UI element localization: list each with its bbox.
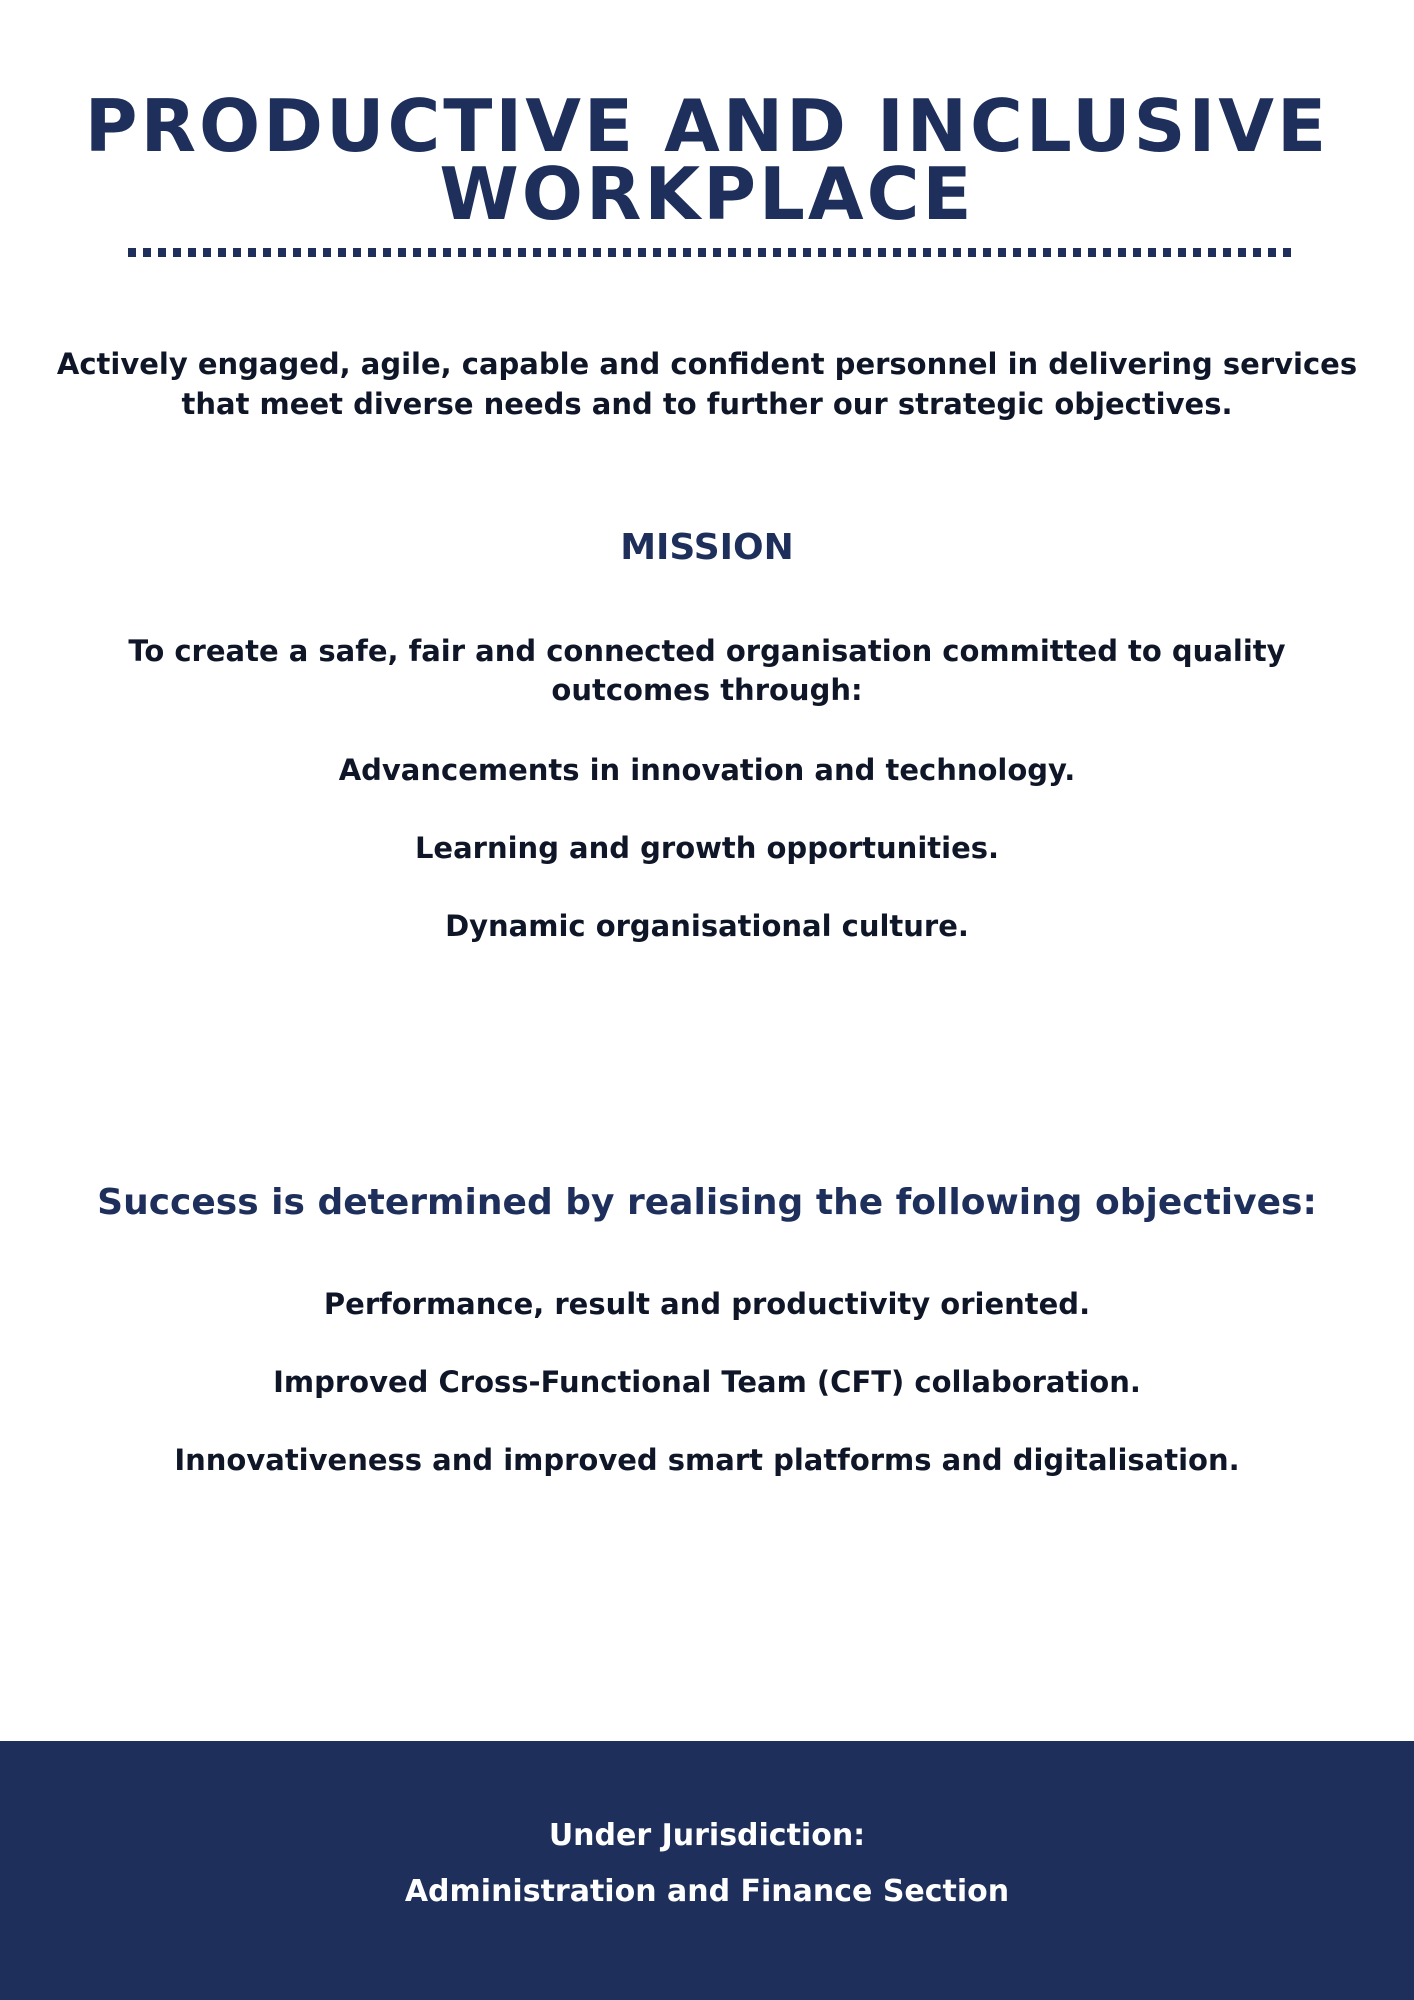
section-name: Administration and Finance Section [404, 1874, 1010, 1909]
objective-item: Performance, result and productivity oriented. [323, 1287, 1091, 1321]
vision-statement: Actively engaged, agile, capable and confident personnel in delivering services that meet diverse needs and to further our strategic objectives. [56, 347, 1358, 421]
page-title [0, 84, 1414, 236]
dotted-divider [128, 248, 1296, 257]
mission-item: Advancements in innovation and technology. [338, 753, 1076, 787]
mission-item: Dynamic organisational culture. [445, 909, 969, 943]
objective-item: Innovativeness and improved smart platforms and digitalisation. [174, 1443, 1240, 1477]
mission-intro: To create a safe, fair and connected organisation committed to quality outcomes through: [128, 634, 1286, 707]
page-title-line-1: PRODUCTIVE AND INCLUSIVE [84, 84, 1330, 168]
page-title-line-2: WORKPLACE [439, 152, 975, 236]
success-heading: Success is determined by realising the following objectives: [97, 1182, 1317, 1223]
objective-item: Improved Cross-Functional Team (CFT) collaboration. [273, 1365, 1141, 1399]
mission-item: Learning and growth opportunities. [414, 831, 1000, 865]
mission-heading: MISSION [620, 527, 794, 568]
footer-band [0, 1741, 1414, 2000]
jurisdiction-label: Under Jurisdiction: [548, 1818, 866, 1853]
